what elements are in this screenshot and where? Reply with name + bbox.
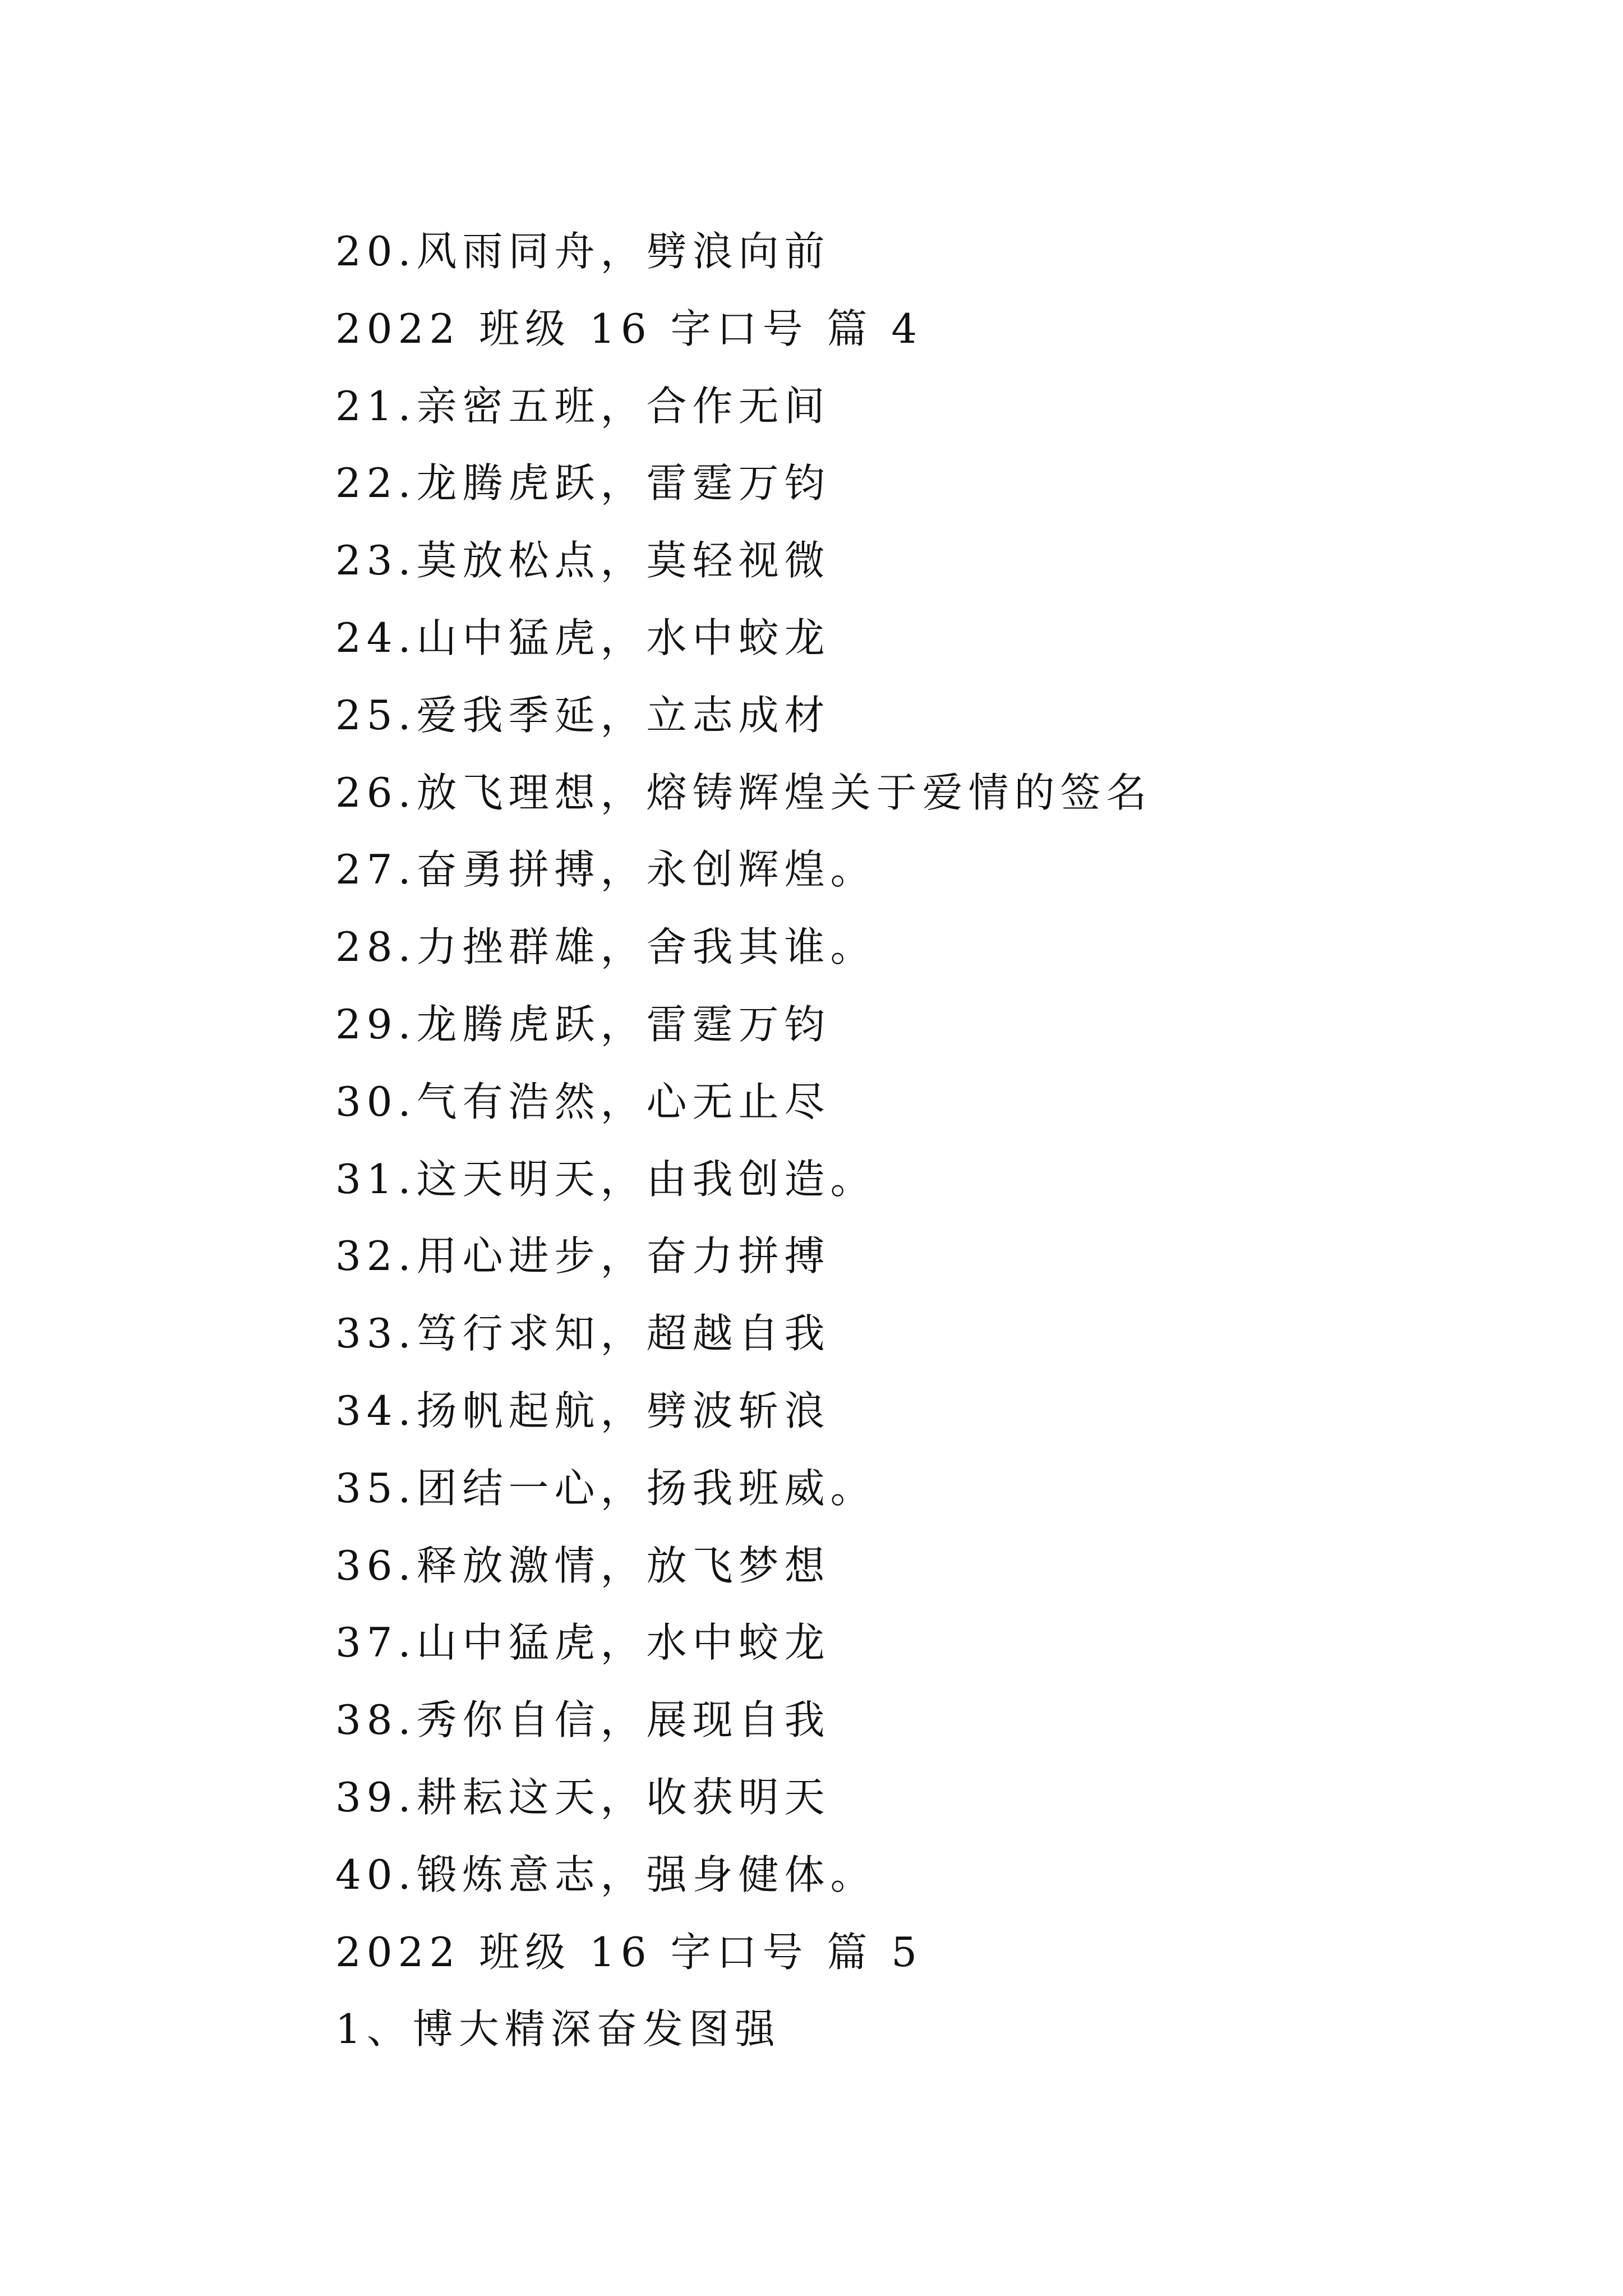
slogan-line-29: 29.龙腾虎跃，雷霆万钧: [335, 1000, 831, 1048]
slogan-line-40: 40.锻炼意志，强身健体。: [335, 1851, 877, 1898]
slogan-line-33: 33.笃行求知，超越自我: [335, 1310, 831, 1358]
slogan-line-27: 27.奋勇拼搏，永创辉煌。: [335, 846, 877, 894]
slogan-line-36: 36.释放激情，放飞梦想: [335, 1542, 831, 1589]
slogan-line-22: 22.龙腾虎跃，雷霆万钧: [335, 459, 831, 507]
slogan-line-30: 30.气有浩然，心无止尽: [335, 1078, 831, 1125]
slogan-line-25: 25.爱我季延，立志成材: [335, 691, 831, 739]
slogan-line-35: 35.团结一心，扬我班威。: [335, 1464, 877, 1512]
slogan-line-21: 21.亲密五班，合作无间: [335, 382, 831, 430]
section-heading-4: 2022 班级 16 字口号 篇 4: [335, 305, 923, 352]
slogan-line-23: 23.莫放松点，莫轻视微: [335, 537, 831, 585]
slogan-line-38: 38.秀你自信，展现自我: [335, 1696, 831, 1744]
slogan-line-28: 28.力挫群雄，舍我其谁。: [335, 923, 877, 971]
slogan-line-37: 37.山中猛虎，水中蛟龙: [335, 1619, 831, 1667]
section-heading-5: 2022 班级 16 字口号 篇 5: [335, 1928, 923, 1976]
slogan-line-24: 24.山中猛虎，水中蛟龙: [335, 614, 831, 661]
slogan-line-34: 34.扬帆起航，劈波斩浪: [335, 1387, 831, 1434]
slogan-line-20: 20.风雨同舟，劈浪向前: [335, 228, 831, 275]
slogan-line-31: 31.这天明天，由我创造。: [335, 1155, 877, 1203]
slogan-line-26: 26.放飞理想，熔铸辉煌关于爱情的签名: [335, 769, 1152, 816]
slogan-line-39: 39.耕耘这天，收获明天: [335, 1773, 831, 1821]
slogan-line-32: 32.用心进步，奋力拼搏: [335, 1232, 831, 1280]
slogan-line-5-1: 1、博大精深奋发图强: [335, 2005, 781, 2053]
document-body: [335, 213, 1513, 2068]
